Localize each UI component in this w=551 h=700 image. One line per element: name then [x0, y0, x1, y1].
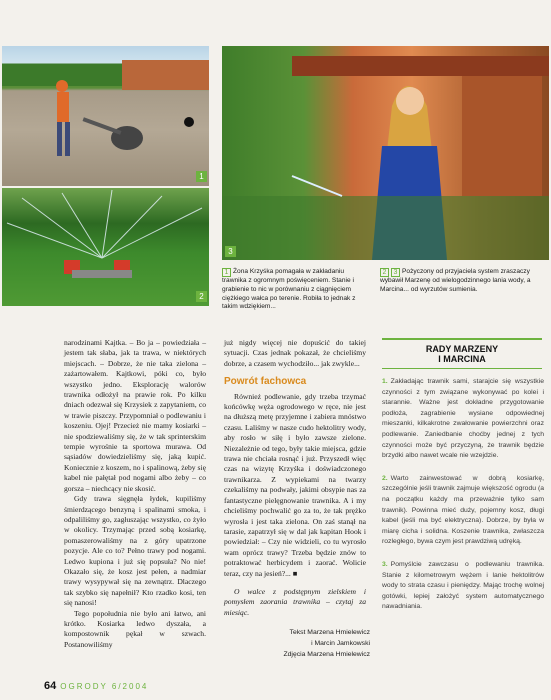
photo-woman-watering	[222, 46, 549, 260]
article-credits	[260, 627, 370, 660]
tip-number: 2.	[382, 474, 388, 482]
tip-text: Pomyślcie zawczasu o podlewaniu trawnika. Stanie z kilometrowym wężem i lanie hektolitrów wody to strata czasu i pieniędzy. Mając trochę wolnej gotówki, lepiej założyć system automatycznego nawadniania.	[382, 560, 544, 611]
credit-line: Tekst Marzena Hmielewicz	[289, 629, 370, 636]
sidebar-tip	[382, 377, 544, 462]
caption-number: 1	[222, 268, 231, 277]
article-subheading: Powrót fachowca	[224, 376, 307, 388]
caption-photo-2-3	[380, 268, 548, 295]
sidebar-title-line: RADY MARZENY	[425, 344, 499, 354]
article-paragraph: Również podlewanie, gdy trzeba trzymać końcówkę węża ogrodowego w ręce, nie jest na dłuższą metę przyjemne i zabiera mnóstwo czasu. Laliśmy w nasze cudo hektolitry wody, aby rosło w siłę i było zawsze zielone. Niezależnie od tego, były takie miejsca, gdzie trawa nie chciała rosnąć i już. Przyszedł więc czas na wizytę Krzyśka i doświadczonego trawnikarza. Z wypiekami na twarzy czekaliśmy na podwały, jakimi obsypie nas za fantastyczne pielęgnowanie trawnika. A i my chcieliśmy pochwalić go za to, że tak prężko wyrosła i jest taka zielona. On zaś stanął na tarasie, zapatrzył się w dal jak kapitan Hook i powiedział: – Czy nie widzieli, co tu wyrosło wam oprócz trawy? Trzeba będzie znów to potraktować herbicydem i zaorać. Wolicie teraz, czy na jesień?... ■	[224, 391, 366, 578]
caption-text: Pożyczony od przyjaciela system zraszaczy wybawił Marzenę od wielogodzinnego lania wody, a Marcina... od wyrzutów sumienia.	[380, 268, 531, 293]
caption-text: Żona Krzyśka pomagała w zakładaniu trawnika z ogromnym poświęceniem. Stanie i grabienie to nic w porównaniu z ciągnięciem ciężkiego wałca po terenie. Robiła to jednak z takim wdziękiem...	[222, 268, 356, 311]
credit-line: i Marcin Jamkowski	[311, 640, 370, 647]
tip-number: 3.	[382, 560, 388, 568]
photo-lawn-roller-illustration	[2, 46, 209, 186]
article-outro: O walce z podstępnym zielskiem i pomysłem zaorania trawnika – czytaj za miesiąc.	[224, 586, 366, 617]
photo-number-badge: 3	[225, 246, 236, 257]
article-paragraph: Gdy trawa sięgnęła łydek, kupiliśmy śmierdzącego benzyną i spalinami smoka, i odpaliliśmy go, zagłuszając wszystko, co żyło w okolicy. Trzymając przed sobą kosiarkę, pomaszerowaliśmy na z góry upatrzone pozycje. Ale co to? Pełno trawy pod nogami. Ledwo kupiona i już się popsuła? No nie! Okazało się, że kosz jest pełen, a nadmiar trawy wysypywał się na zewnątrz. Dlaczego tak szybko się napełnił? Kto rzadko kosi, ten się nanosi!	[64, 494, 206, 608]
caption-photo-1	[222, 268, 367, 312]
photo-woman-watering-illustration	[222, 46, 549, 260]
tip-text: Warto zainwestować w dobrą kosiarkę, szczególnie jeśli trawnik zajmuje większość ogrodu (a na początku każdy ma przeważnie tylko sam trawnik). Powinna mieć duży, pojemny kosz, długi kabel (jeśli ma być elektryczna). Dobrze, by była w miarę cicha i solidna. Koszenie trawnika, zwłaszcza rozległego, bywa czym jest prawdziwą udręką.	[382, 474, 544, 546]
sidebar-title	[382, 338, 542, 369]
photo-sprinkler-illustration	[2, 188, 209, 306]
article-paragraph: narodzinami Kajtka. – Bo ja – powiedziała – jestem tak słaba, jak ta trawa, w niektórych miejscach. – Dobrze, że nie taka zielona – zażartowałem. Kajtkowi, póki co, było wszystko jedno. Eksplorację walorów trawnika odłożył na prawie rok. Po kilku dniach odezwał się Krzysiek z zapytaniem, co w trawie piszczy. Przypomniał o podlewaniu i koszeniu. Ojej! Przecież nie mamy kosiarki – nie spodziewaliśmy się, że w tak sprinterskim tempie wyrośnie ta sportowa murawa. Od sąsiadów dowiedzieliśmy się, jaką kupić. Koniecznie z koszem, no i spalinową, żeby się kabel nie pałętał pod nogami albo żeby – co gorsza – niechcący nie skosić.	[64, 338, 206, 493]
article-column-2	[224, 338, 366, 618]
tip-number: 1.	[382, 378, 388, 385]
caption-number: 3	[391, 268, 400, 277]
article-paragraph: już nigdy więcej nie dopuścić do takiej sytuacji. Czas jednak pokazał, że chcieliśmy dobrze, a czasem wychodziło... jak zwykle...	[224, 338, 366, 368]
tip-text: Zakładając trawnik sami, starajcie się wszystkie czynności z tym związane wykonywać po kolei i starannie. Ważne jest dokładne przygotowanie podłoża, zagrabienie wysiane odpowiednej mieszanki, kilkakrotne zwałowanie powierzchni oraz podlewanie. Zaniedbanie choćby jednej z tych czynności może być przyczyną, że trawnik będzie brzydki albo nawet wcale nie wzejdzie.	[382, 378, 544, 460]
photo-number-badge: 2	[196, 291, 207, 302]
caption-number: 2	[380, 268, 389, 277]
tips-sidebar	[376, 338, 548, 680]
sidebar-tip	[382, 560, 544, 613]
photo-number-badge: 1	[196, 171, 207, 182]
article-paragraph: Tego popołudnia nie było ani łatwo, ani krótko. Kosiarka ledwo dyszała, a kompostownik pękał w szwach. Postanowiliśmy	[64, 608, 206, 649]
page-folio	[44, 680, 148, 692]
magazine-issue: OGRODY 6/2004	[60, 682, 149, 691]
photo-sprinkler	[2, 188, 209, 306]
page-number: 64	[44, 680, 57, 692]
article-column-1	[64, 338, 206, 650]
sidebar-title-line: I MARCINA	[438, 354, 486, 364]
photo-lawn-roller	[2, 46, 209, 186]
sidebar-tip	[382, 474, 544, 548]
credit-line: Zdjęcia Marzena Hmielewicz	[283, 651, 370, 658]
